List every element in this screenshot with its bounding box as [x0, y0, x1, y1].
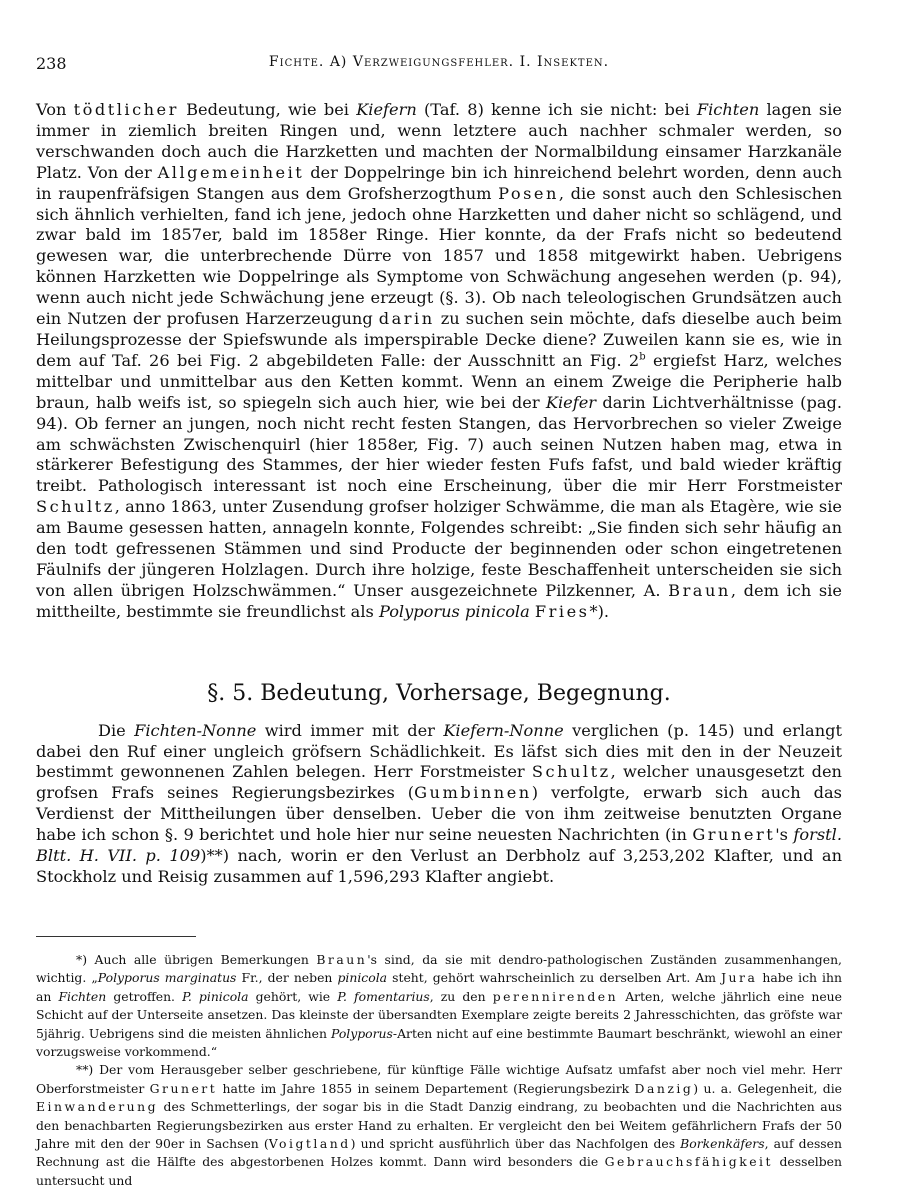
section-heading: §. 5. Bedeutung, Vorhersage, Begegnung. — [207, 680, 671, 706]
document-page — [36, 54, 842, 1190]
page-number: 238 — [36, 54, 67, 73]
footnote-1: *) Auch alle übrigen Bemerkungen Braun's sind, da sie mit dendro-pathologischen Zuständen zusammenhangen, wichtig. „Polyporus marginatus Fr., der neben pinicola steht, gehört wahrscheinlich zu derselben Art. Am Jura habe ich ihn an Fichten getroffen. P. pinicola gehört, wie P. fomentarius, zu den perennirenden Arten, welche jährlich eine neue Schicht auf der Unterseite ansetzen. Das kleinste der übersandten Exemplare zeigte bereits 2 Jahresschichten, das gröfste war 5jährig. Uebrigens sind die meisten ähnlichen Polyporus-Arten nicht auf eine bestimmte Baumart beschränkt, wiewohl an einer vorzugsweise vorkommend.“ — [36, 951, 843, 1059]
running-head: Fichte. A) Verzweigungsfehler. I. Insekten. — [268, 54, 610, 70]
page-header — [36, 54, 842, 76]
footnote-2: **) Der vom Herausgeber selber geschriebene, für künftige Fälle wichtige Aufsatz umfafst aber noch viel mehr. Herr Oberforstmeister Grunert hatte im Jahre 1855 in seinem Departement (Regierungsbezirk Danzig) u. a. Gelegenheit, die Einwanderung des Schmetterlings, der sogar bis in die Stadt Danzig eindrang, zu beobachten und die Nachrichten aus den benachbarten Regierungsbezirken aus erster Hand zu erhalten. Er vergleicht den bei Weitem gefährlichern Frafs der 50 Jahre mit den der 90er in Sachsen (Voigtland) und spricht ausführlich über das Nachfolgen des Borkenkäfers, auf dessen Rechnung ast die Hälfte des abgestorbenen Holzes kommt. Dann wird besonders die Gebrauchsfähigkeit desselben untersucht und — [36, 1062, 842, 1188]
body-paragraph-1: Von tödtlicher Bedeutung, wie bei Kiefern (Taf. 8) kenne ich sie nicht: bei Fichten lagen sie immer in ziemlich breiten Ringen und, wenn letztere auch nachher schmaler werden, so verschwanden doch auch die Harzketten und machten der Normalbildung einsamer Harzkanäle Platz. Von der Allgemeinheit der Doppelringe bin ich hinreichend belehrt worden, denn auch in raupenfräfsigen Stangen aus dem Grofsherzogthum Posen, die sonst auch den Schlesischen sich ähnlich verhielten, fand ich jene, jedoch ohne Harzketten und daher nicht so schlägend, und zwar bald im 1857er, bald im 1858er Ringe. Hier konnte, da der Frafs nicht so bedeutend gewesen war, die unterbrechende Dürre von 1857 und 1858 mitgewirkt haben. Uebrigens können Harzketten wie Doppelringe als Symptome von Schwächung angesehen werden (p. 94), wenn auch nicht jede Schwächung jene erzeugt (§. 3). Ob nach teleologischen Grundsätzen auch ein Nutzen der profusen Harzerzeugung darin zu suchen sein möchte, dafs dieselbe auch beim Heilungsprozesse der Spiefswunde als imperspirable Decke diene? Zuweilen kann sie es, wie in dem auf Taf. 26 bei Fig. 2 abgebildeten Falle: der Ausschnitt an Fig. 2$^b$ ergiefst Harz, welches mittelbar und unmittelbar aus den Ketten kommt. Wenn an einem Zweige die Peripherie halb braun, halb weifs ist, so spiegeln sich auch hier, wie bei der Kiefer darin Lichtverhältnisse (pag. 94). Ob ferner an jungen, noch nicht recht festen Stangen, das Hervorbrechen so vieler Zweige am schwächsten Zwischenquirl (hier 1858er, Fig. 7) auch seinen Nutzen haben mag, etwa in stärkerer Befestigung des Stammes, der hier wieder festen Fufs fafst, und bald wieder kräftig treibt. Pathologisch interessant ist noch eine Erscheinung, über die mir Herr Forstmeister Schultz, anno 1863, unter Zusendung grofser holziger Schwämme, die man als Etagère, wie sie am Baume gesessen hatten, annageln konnte, Folgendes schreibt: „Sie finden sich sehr häufig an den todt gefressenen Stämmen und sind Producte der beginnenden oder schon eingetretenen Fäulnifs der jüngeren Holzlagen. Durch ihre holzige, feste Beschaffenheit unterscheiden sie sich von allen übrigen Holzschwämmen.“ Unser ausgezeichnete Pilzkenner, A. Braun, dem ich sie mittheilte, bestimmte sie freundlichst als Polyporus pinicola Fries*). — [36, 100, 843, 621]
body-paragraph-2: Die Fichten-Nonne wird immer mit der Kiefern-Nonne verglichen (p. 145) und erlangt dabei den Ruf einer ungleich gröfsern Schädlichkeit. Es läfst sich dies mit den in der Neuzeit bestimmt gewonnenen Zahlen belegen. Herr Forstmeister Schultz, welcher unausgesetzt den grofsen Frafs seines Regierungsbezirkes (Gumbinnen) verfolgte, erwarb sich auch das Verdienst der Mittheilungen über denselben. Ueber die von ihm zeitweise benutzten Organe habe ich schon §. 9 berichtet und hole hier nur seine neuesten Nachrichten (in Grunert's forstl. Bltt. H. VII. p. 109)**) nach, worin er den Verlust an Derbholz auf 3,253,202 Klafter, und an Stockholz und Reisig zusammen auf 1,596,293 Klafter angiebt. — [36, 720, 843, 886]
footnote-divider — [36, 936, 196, 937]
